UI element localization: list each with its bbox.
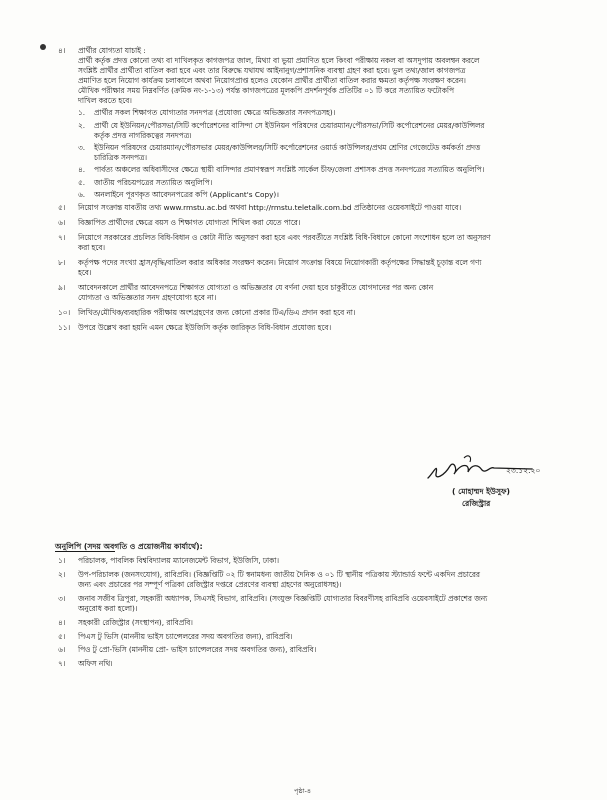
item-4-line: সংশ্লিষ্ট প্রার্থীর প্রার্থীতা বাতিল করা হবে এবং তার বিরুদ্ধে যথাযথ আইনানুগ/প্রশাসনিক ব্যবস্থা গ্রহণ করা হবে। ভুল তথ্য/জাল কাগজপত্র (78, 66, 466, 75)
cc-item-text: অনুরোধ করা হলো)। (78, 604, 138, 614)
cc-item-number: ৪। (58, 618, 66, 627)
item-text: বিজ্ঞাপিত প্রার্থীদের ক্ষেত্রে বয়স ও শিক্ষাগত যোগ্যতা শিথিল করা যেতে পারে। (78, 218, 301, 227)
cc-item-text: উপ-পরিচালক (জনসংযোগ), রাবিপ্রবি। (বিজ্ঞপ্তিটি ০২ টি স্বনামধন্য জাতীয় দৈনিক ও ০১ টি স্থানীয় পত্রিকায় স্ট্যান্ডার্ড ফন্টে একদিন প্রচারের (78, 569, 480, 579)
cc-item-text: জনাব সজীব ত্রিপুরা, সহকারী অধ্যাপক, সিএসই বিভাগ, রাবিপ্রবি। (সংযুক্ত বিজ্ঞপ্তিটি যোগ্যতার বিবরণীসহ রাবিপ্রবি ওয়েবসাইটে প্রকাশের জন্য (78, 593, 488, 603)
doc-number: ৩. (78, 143, 86, 152)
item-4-line: প্রার্থী কর্তৃক প্রদত্ত কোনো তথ্য বা দাখিলকৃত কাগজপত্র জাল, মিথ্যা বা ভুয়া প্রমাণিত হলে কিংবা পরীক্ষায় নকল বা অসদুপায় অবলম্বন করলে (78, 56, 480, 65)
item-4-number: ৪। (58, 46, 66, 55)
cc-item-text: জন্য এবং প্রচারের পর সম্পূর্ণ পত্রিকা রেজিস্ট্রার দপ্তরে প্রেরণের ব্যবস্থা গ্রহণের অনুরোধসহ)। (78, 580, 342, 590)
cc-item-text: সহকারী রেজিস্ট্রার (সংস্থাপন), রাবিপ্রবি। (78, 618, 193, 627)
doc-number: ৪. (78, 165, 86, 174)
item-number: ৭। (58, 233, 66, 242)
item-text: নিয়োগে সরকারের প্রচলিত বিধি-বিধান ও কোটা নীতি অনুসরণ করা হবে এবং পরবর্তীতে সংশ্লিষ্ট বিধি-বিধানে কোনো সংশোধন হলে তা অনুসরণ (78, 233, 491, 242)
cc-heading-underline (55, 551, 115, 552)
page-number: পৃষ্ঠা-৪ (294, 787, 312, 795)
item-number: ৫। (58, 203, 66, 212)
item-text: লিখিত/মৌখিক/ব্যবহারিক পরীক্ষায় অংশগ্রহণের জন্য কোনো প্রকার টিএ/ডিএ প্রদান করা হবে না। (78, 308, 356, 317)
doc-item: ইউনিয়ন পরিষদের চেয়ারম্যান/পৌরসভার মেয়র/কাউন্সিলর/সিটি কর্পোরেশনের ওয়ার্ড কাউন্সিলর/প্রথম শ্রেণির গেজেটেড কর্মকর্তা প্রদত্ত (94, 143, 481, 152)
item-number: ৮। (58, 258, 66, 267)
item-text: কর্তৃপক্ষ পদের সংখ্যা হ্রাস/বৃদ্ধি/বাতিল করার অধিকার সংরক্ষণ করেন। নিয়োগ সংক্রান্ত বিষয়ে নিয়োগকারী কর্তৃপক্ষের সিদ্ধান্তই চূড়ান্ত বলে গণ্য (78, 258, 482, 267)
cc-item-number: ১। (58, 556, 66, 565)
item-number: ১০। (58, 308, 71, 317)
item-text: উপরে উল্লেখ করা হয়নি এমন ক্ষেত্রে ইউজিসি কর্তৃক জারিকৃত বিধি-বিধান প্রযোজ্য হবে। (78, 323, 332, 332)
signature-date: ২৩.১২.২০ (506, 466, 541, 475)
item-text: আবেদনকালে প্রার্থীর আবেদনপত্রে শিক্ষাগত যোগ্যতা ও অভিজ্ঞতার যে বর্ণনা দেয়া হবে চাকুরীতে যোগদানের পর অন্য কোন (78, 283, 434, 292)
item-number: ১১। (58, 323, 71, 332)
punch-hole-mark (40, 44, 46, 50)
doc-item: চারিত্রিক সনদপত্র। (94, 153, 147, 162)
doc-number: ২. (78, 121, 86, 130)
doc-item: প্রার্থীর সকল শিক্ষাগত যোগ্যতার সনদপত্র (প্রযোজ্য ক্ষেত্রে অভিজ্ঞতার সনদপত্রসহ)। (94, 108, 336, 117)
doc-item: পার্বত্য অঞ্চলের অধিবাসীদের ক্ষেত্রে স্থায়ী বাসিন্দার প্রমাণস্বরূপ সংশ্লিষ্ট সার্কেল চীফ/জেলা প্রশাসক প্রদত্ত সনদপত্রের সত্যায়িত অনুলিপি। (94, 165, 485, 174)
item-4-line: দাখিল করতে হবে। (78, 96, 132, 105)
signatory-name: ( মোহাম্মদ ইউসুফ) (452, 487, 510, 496)
doc-item: কর্তৃক প্রদত্ত নাগরিকত্বের সনদপত্র। (94, 131, 192, 140)
signatory-title: রেজিস্ট্রার (462, 499, 491, 508)
cc-item-text: পরিচালক, পাবলিক বিশ্ববিদ্যালয় ম্যানেজমেন্ট বিভাগ, ইউজিসি, ঢাকা। (78, 556, 279, 565)
doc-number: ১. (78, 108, 86, 117)
doc-item: অনলাইনে পূরণকৃত আবেদনপত্রের কপি (Applicant's Copy)। (94, 190, 280, 199)
item-4-line: প্রমাণিত হলে নিয়োগ কার্যক্রম চলাকালে অথবা নিয়োগপ্রাপ্ত হলেও যেকোন প্রার্থীর প্রার্থীতা বাতিল করার ক্ষমতা কর্তৃপক্ষ সংরক্ষণ করেন। (78, 76, 466, 85)
cc-item-text: পিও টু প্রো-ভিসি (মাননীয় প্রো- ভাইস চ্যান্সেলরের সদয় অবগতির জন্য), রাবিপ্রবি। (78, 645, 317, 655)
item-4-line: মৌখিক পরীক্ষার সময় নিম্নবর্ণিত (ক্রমিক নং-১-১৩) পর্যন্ত কাগজপত্রের মূলকপি প্রদর্শনপূর্বক প্রতিটির ০১ টি করে সত্যায়িত ফটোকপি (78, 86, 454, 95)
cc-item-number: ৩। (58, 593, 66, 603)
cc-item-number: ৫। (58, 631, 66, 641)
doc-item: জাতীয় পরিচয়পত্রের সত্যায়িত অনুলিপি। (94, 178, 213, 187)
cc-item-number: ৬। (58, 645, 66, 655)
item-text: যোগ্যতা ও অভিজ্ঞতার সনদ গ্রহণযোগ্য হবে না। (78, 293, 217, 302)
cc-item-number: ৭। (58, 658, 66, 668)
doc-number: ৬. (78, 190, 86, 199)
item-text: হবে। (78, 268, 92, 277)
cc-heading: অনুলিপি (সদয় অবগতি ও প্রয়োজনীয় কার্যার্থে): (55, 542, 203, 551)
doc-item: প্রার্থী যে ইউনিয়ন/পৌরসভা/সিটি কর্পোরেশনের বাসিন্দা সে ইউনিয়ন পরিষদের চেয়ারম্যান/পৌরসভা/সিটি কর্পোরেশনের মেয়র/কাউন্সিলর (94, 121, 485, 130)
item-number: ৬। (58, 218, 66, 227)
cc-item-text: পিএস টু ভিসি (মাননীয় ভাইস চ্যান্সেলরের সদয় অবগতির জন্য), রাবিপ্রবি। (78, 631, 293, 641)
cc-item-number: ২। (58, 569, 66, 579)
item-4-heading: প্রার্থীর যোগ্যতা যাচাই : (78, 46, 146, 55)
doc-number: ৫. (78, 178, 86, 187)
item-number: ৯। (58, 283, 66, 292)
item-text: করা হবে। (78, 243, 105, 252)
item-text: নিয়োগ সংক্রান্ত যাবতীয় তথ্য www.rmstu.ac.bd অথবা http://rmstu.teletalk.com.bd প্রতিষ্ঠানের ওয়েবসাইটে পাওয়া যাবে। (78, 203, 462, 212)
cc-item-text: অফিস নথি। (78, 658, 113, 668)
